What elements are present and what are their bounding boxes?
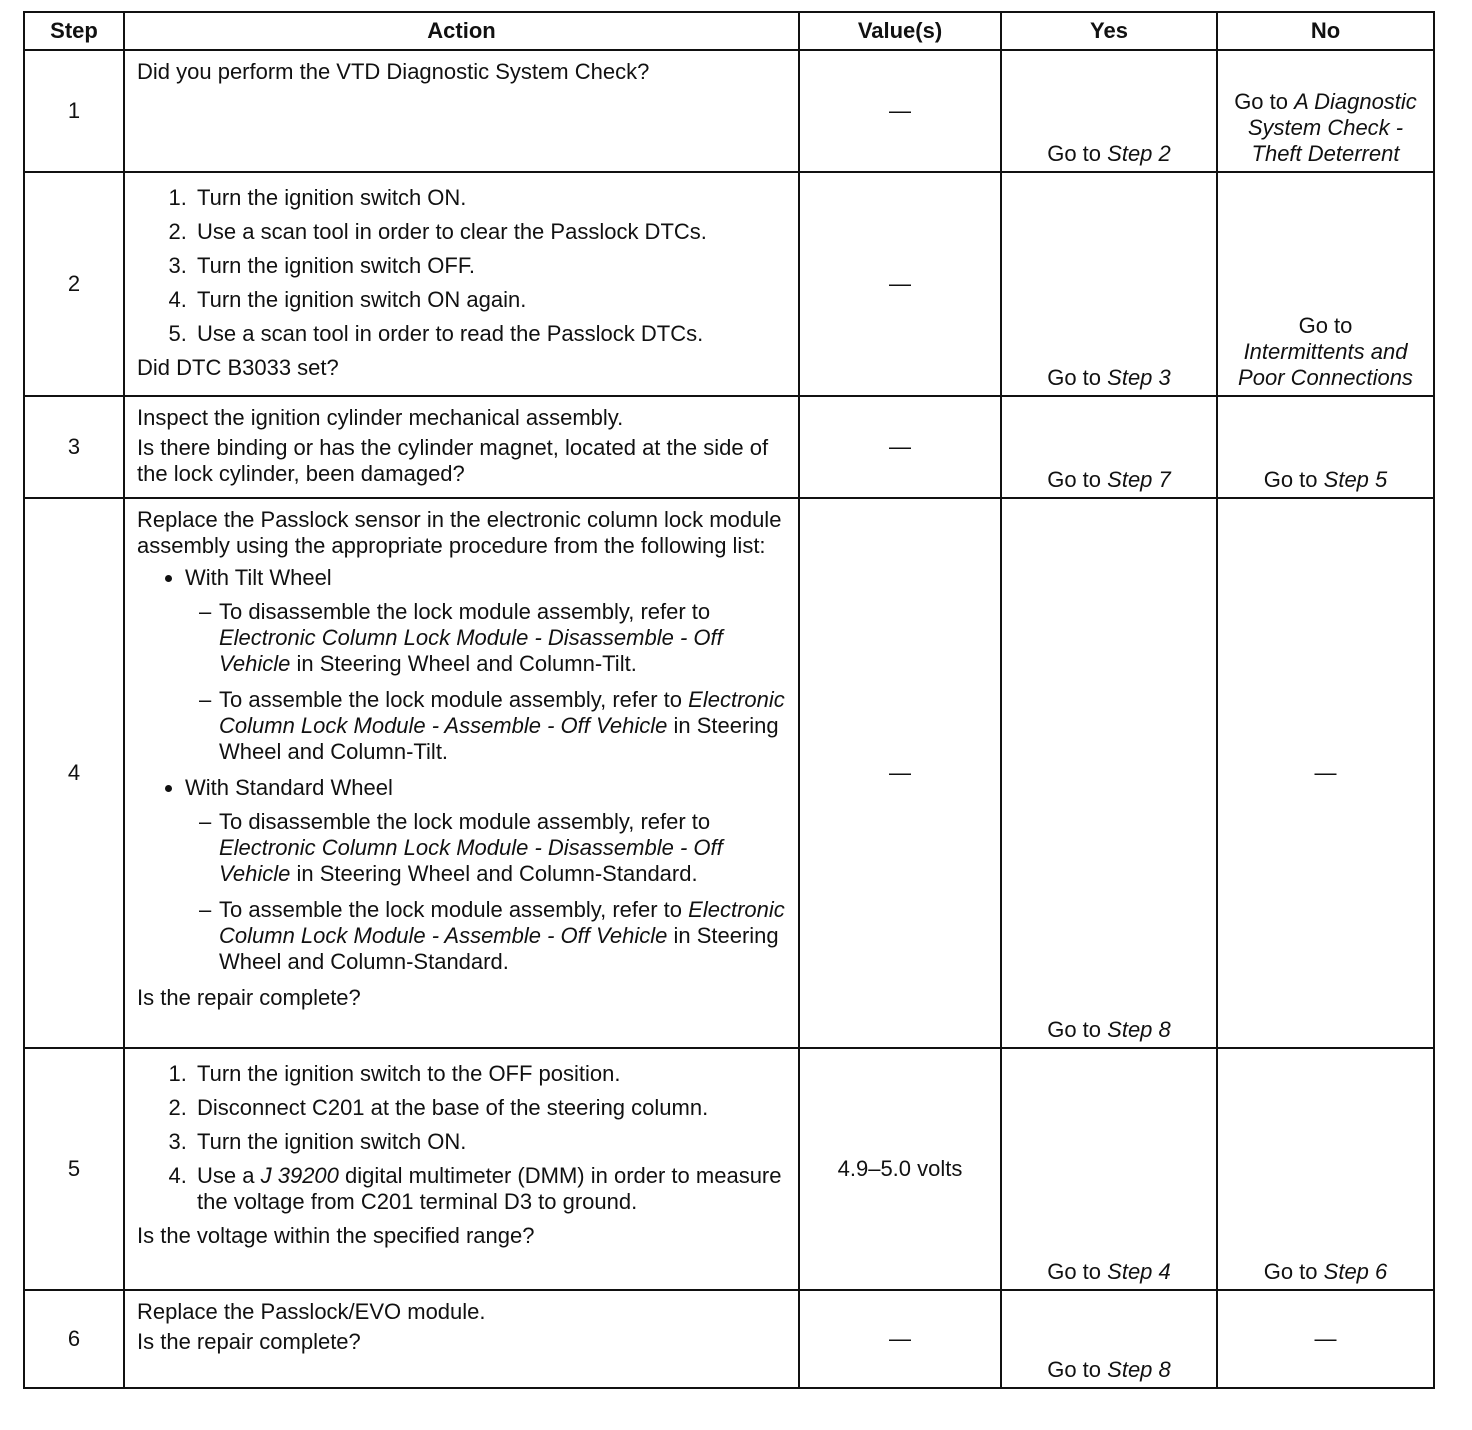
yes-prefix: Go to xyxy=(1047,467,1102,492)
no-dash: — xyxy=(1314,1326,1337,1351)
yes-cell xyxy=(1001,50,1217,172)
list-item-standard-wheel xyxy=(185,775,788,975)
list-item: 2. Use a scan tool in order to clear the Passlock DTCs. xyxy=(193,219,788,245)
yes-cell xyxy=(1001,498,1217,1048)
action-question: Is the repair complete? xyxy=(137,1329,361,1354)
value-dash: — xyxy=(889,98,911,123)
list-item: 4. Turn the ignition switch ON again. xyxy=(193,287,788,313)
list-item xyxy=(219,809,788,887)
no-cell xyxy=(1217,396,1434,498)
value-dash: — xyxy=(889,434,911,459)
yes-link[interactable]: Step 7 xyxy=(1107,467,1171,492)
table-row-step-6 xyxy=(24,1290,1434,1388)
list-item xyxy=(219,599,788,677)
action-question: Did you perform the VTD Diagnostic System Check? xyxy=(137,59,650,84)
table-row-step-5 xyxy=(24,1048,1434,1290)
value-dash: — xyxy=(889,271,911,296)
item-text: digital multimeter (DMM) in order to measure the voltage from C201 terminal D3 to ground. xyxy=(197,1163,782,1214)
dash-text: To disassemble the lock module assembly, refer to xyxy=(219,809,711,834)
step-number: 1 xyxy=(24,50,124,172)
procedure-link[interactable]: Electronic Column Lock Module - Assemble - Off Vehicle xyxy=(219,897,785,948)
action-cell xyxy=(124,50,799,172)
no-prefix: Go to xyxy=(1234,89,1288,114)
header-action: Action xyxy=(124,12,799,50)
value-cell xyxy=(799,172,1001,396)
action-cell xyxy=(124,1290,799,1388)
step-number: 4 xyxy=(24,498,124,1048)
dash-tail: in Steering Wheel and Column-Tilt. xyxy=(219,713,779,764)
header-row xyxy=(24,12,1434,50)
value-dash: — xyxy=(889,1326,911,1351)
no-link[interactable]: A Diagnostic System Check - Theft Deterrent xyxy=(1247,89,1417,166)
no-cell xyxy=(1217,1048,1434,1290)
action-question: Is the repair complete? xyxy=(137,985,361,1010)
yes-cell xyxy=(1001,396,1217,498)
table-row-step-2 xyxy=(24,172,1434,396)
yes-cell xyxy=(1001,172,1217,396)
procedure-list xyxy=(137,565,788,975)
procedure-link[interactable]: Electronic Column Lock Module - Disassemble - Off Vehicle xyxy=(219,835,723,886)
action-intro: Replace the Passlock sensor in the electronic column lock module assembly using the appropriate procedure from the following list: xyxy=(137,507,782,558)
value-cell xyxy=(799,396,1001,498)
bullet-label: With Tilt Wheel xyxy=(185,565,332,590)
dash-text: To assemble the lock module assembly, refer to xyxy=(219,897,683,922)
action-question: Is there binding or has the cylinder magnet, located at the side of the lock cylinder, been damaged? xyxy=(137,435,769,486)
header-step: Step xyxy=(24,12,124,50)
action-cell xyxy=(124,1048,799,1290)
no-prefix: Go to xyxy=(1263,467,1318,492)
no-cell xyxy=(1217,498,1434,1048)
no-dash: — xyxy=(1314,760,1337,785)
value-cell xyxy=(799,498,1001,1048)
yes-link[interactable]: Step 8 xyxy=(1107,1017,1171,1042)
diagnostic-table xyxy=(23,11,1435,1389)
dash-tail: in Steering Wheel and Column-Standard. xyxy=(219,923,779,974)
yes-prefix: Go to xyxy=(1047,365,1102,390)
action-cell xyxy=(124,396,799,498)
step-number: 3 xyxy=(24,396,124,498)
action-instruction: Inspect the ignition cylinder mechanical assembly. xyxy=(137,405,624,430)
table-row-step-3 xyxy=(24,396,1434,498)
list-item: 3. Turn the ignition switch OFF. xyxy=(193,253,788,279)
step-number: 2 xyxy=(24,172,124,396)
dash-text: To disassemble the lock module assembly, refer to xyxy=(219,599,711,624)
yes-prefix: Go to xyxy=(1047,1017,1102,1042)
action-steps xyxy=(137,185,788,347)
table-row-step-1 xyxy=(24,50,1434,172)
no-cell xyxy=(1217,172,1434,396)
yes-cell xyxy=(1001,1290,1217,1388)
list-item: 1. Turn the ignition switch to the OFF position. xyxy=(193,1061,788,1087)
dash-text: To assemble the lock module assembly, refer to xyxy=(219,687,683,712)
yes-prefix: Go to xyxy=(1047,1259,1102,1284)
no-link[interactable]: Step 5 xyxy=(1323,467,1388,492)
value-dash: — xyxy=(889,760,911,785)
yes-link[interactable]: Step 3 xyxy=(1107,365,1171,390)
no-prefix: Go to xyxy=(1263,1259,1318,1284)
dash-tail: in Steering Wheel and Column-Tilt. xyxy=(296,651,637,676)
action-instruction: Replace the Passlock/EVO module. xyxy=(137,1299,486,1324)
list-item: 3. Turn the ignition switch ON. xyxy=(193,1129,788,1155)
no-cell xyxy=(1217,50,1434,172)
yes-link[interactable]: Step 2 xyxy=(1107,141,1171,166)
value-cell xyxy=(799,1048,1001,1290)
list-item: 2. Disconnect C201 at the base of the steering column. xyxy=(193,1095,788,1121)
header-values: Value(s) xyxy=(799,12,1001,50)
procedure-link[interactable]: Electronic Column Lock Module - Disassemble - Off Vehicle xyxy=(219,625,723,676)
procedure-link[interactable]: Electronic Column Lock Module - Assemble - Off Vehicle xyxy=(219,687,785,738)
step-number: 5 xyxy=(24,1048,124,1290)
list-item: 5. Use a scan tool in order to read the Passlock DTCs. xyxy=(193,321,788,347)
yes-prefix: Go to xyxy=(1047,1357,1102,1382)
header-no: No xyxy=(1217,12,1434,50)
action-cell xyxy=(124,498,799,1048)
value-cell xyxy=(799,50,1001,172)
list-item-tilt-wheel xyxy=(185,565,788,765)
action-question: Did DTC B3033 set? xyxy=(137,355,339,380)
step-number: 6 xyxy=(24,1290,124,1388)
dash-tail: in Steering Wheel and Column-Standard. xyxy=(296,861,698,886)
bullet-label: With Standard Wheel xyxy=(185,775,393,800)
no-link[interactable]: Step 6 xyxy=(1323,1259,1388,1284)
table-row-step-4 xyxy=(24,498,1434,1048)
tool-reference[interactable]: J 39200 xyxy=(260,1163,339,1188)
value-range: 4.9–5.0 volts xyxy=(837,1156,963,1181)
header-yes: Yes xyxy=(1001,12,1217,50)
yes-cell xyxy=(1001,1048,1217,1290)
yes-link[interactable]: Step 8 xyxy=(1107,1357,1171,1382)
yes-prefix: Go to xyxy=(1047,141,1102,166)
list-item xyxy=(219,687,788,765)
list-item xyxy=(219,897,788,975)
no-cell xyxy=(1217,1290,1434,1388)
action-question: Is the voltage within the specified range? xyxy=(137,1223,535,1248)
no-link[interactable]: Intermittents and Poor Connections xyxy=(1238,339,1413,390)
no-prefix: Go to xyxy=(1298,313,1353,338)
action-steps xyxy=(137,1061,788,1215)
action-cell xyxy=(124,172,799,396)
yes-link[interactable]: Step 4 xyxy=(1107,1259,1171,1284)
list-item xyxy=(193,1163,788,1215)
value-cell xyxy=(799,1290,1001,1388)
item-text: Use a xyxy=(197,1163,255,1188)
list-item: 1. Turn the ignition switch ON. xyxy=(193,185,788,211)
